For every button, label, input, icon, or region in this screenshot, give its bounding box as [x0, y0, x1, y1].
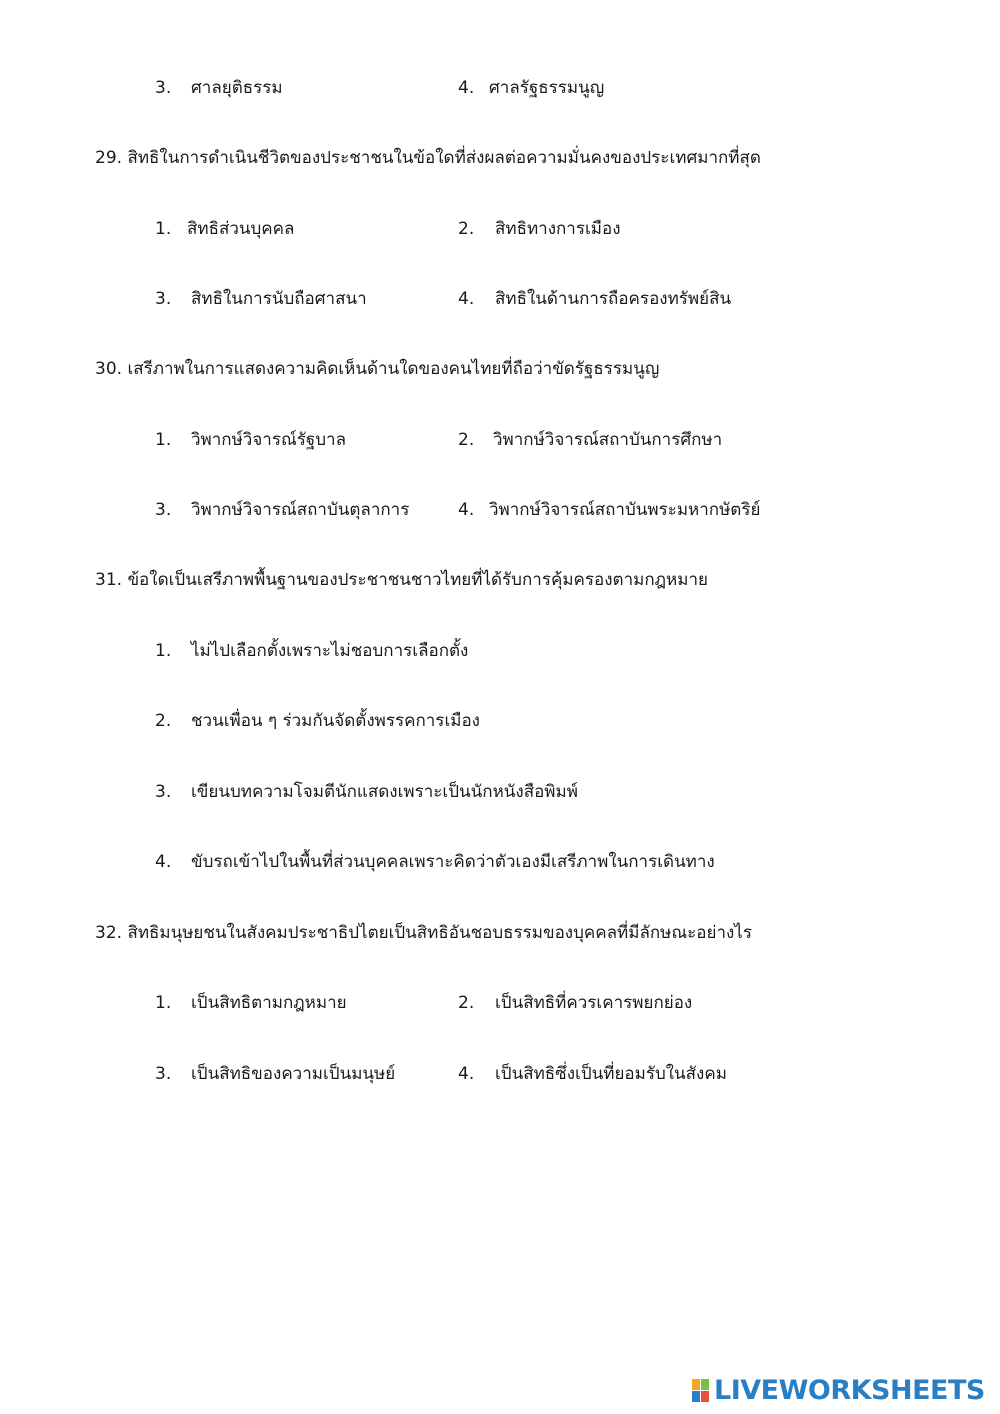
option-text: ศาลยุติธรรม [191, 78, 283, 98]
option-number: 2. [155, 711, 172, 731]
option-number: 2. [458, 993, 475, 1013]
question-32: 32. สิทธิมนุษยชนในสังคมประชาธิปไตยเป็นสิทธิอันชอบธรรมของบุคคลที่มีลักษณะอย่างไร [95, 923, 752, 943]
option-number: 3. [155, 1064, 172, 1084]
option-text: สิทธิในการนับถือศาสนา [191, 289, 367, 309]
option-text: วิพากษ์วิจารณ์สถาบันตุลาการ [191, 500, 410, 520]
option-text: เป็นสิทธิตามกฎหมาย [191, 993, 347, 1013]
option-number: 4. [458, 289, 475, 309]
option-number: 3. [155, 289, 172, 309]
option-text: เป็นสิทธิที่ควรเคารพยกย่อง [495, 993, 693, 1013]
option-text: สิทธิในด้านการถือครองทรัพย์สิน [495, 289, 732, 309]
option-number: 1. [155, 219, 172, 239]
option-text: เขียนบทความโจมตีนักแสดงเพราะเป็นนักหนังสือพิมพ์ [191, 782, 578, 802]
option-number: 1. [155, 993, 172, 1013]
option-number: 4. [458, 500, 475, 520]
option-text: ชวนเพื่อน ๆ ร่วมกันจัดตั้งพรรคการเมือง [191, 711, 480, 731]
option-text: สิทธิทางการเมือง [495, 219, 621, 239]
option-number: 4. [458, 78, 475, 98]
option-number: 2. [458, 219, 475, 239]
option-text: วิพากษ์วิจารณ์สถาบันพระมหากษัตริย์ [489, 500, 761, 520]
option-text: วิพากษ์วิจารณ์สถาบันการศึกษา [493, 430, 723, 450]
option-text: ศาลรัฐธรรมนูญ [489, 78, 605, 98]
option-number: 3. [155, 782, 172, 802]
logo-text: LIVEWORKSHEETS [714, 1375, 985, 1406]
option-text: ไม่ไปเลือกตั้งเพราะไม่ชอบการเลือกตั้ง [191, 641, 469, 661]
option-text: เป็นสิทธิซึ่งเป็นที่ยอมรับในสังคม [495, 1064, 727, 1084]
option-text: สิทธิส่วนบุคคล [187, 219, 295, 239]
option-number: 1. [155, 641, 172, 661]
option-number: 3. [155, 500, 172, 520]
option-number: 4. [458, 1064, 475, 1084]
question-31: 31. ข้อใดเป็นเสรีภาพพื้นฐานของประชาชนชาวไทยที่ได้รับการคุ้มครองตามกฎหมาย [95, 570, 708, 590]
option-text: วิพากษ์วิจารณ์รัฐบาล [191, 430, 347, 450]
option-number: 4. [155, 852, 172, 872]
option-number: 2. [458, 430, 475, 450]
question-29: 29. สิทธิในการดำเนินชีวิตของประชาชนในข้อใดที่ส่งผลต่อความมั่นคงของประเทศมากที่สุด [95, 148, 761, 168]
option-number: 1. [155, 430, 172, 450]
logo-squares-icon [692, 1379, 710, 1403]
liveworksheets-logo [692, 1376, 985, 1406]
option-text: เป็นสิทธิของความเป็นมนุษย์ [191, 1064, 396, 1084]
option-text: ขับรถเข้าไปในพื้นที่ส่วนบุคคลเพราะคิดว่าตัวเองมีเสรีภาพในการเดินทาง [191, 852, 715, 872]
option-number: 3. [155, 78, 172, 98]
question-30: 30. เสรีภาพในการแสดงความคิดเห็นด้านใดของคนไทยที่ถือว่าขัดรัฐธรรมนูญ [95, 359, 660, 379]
